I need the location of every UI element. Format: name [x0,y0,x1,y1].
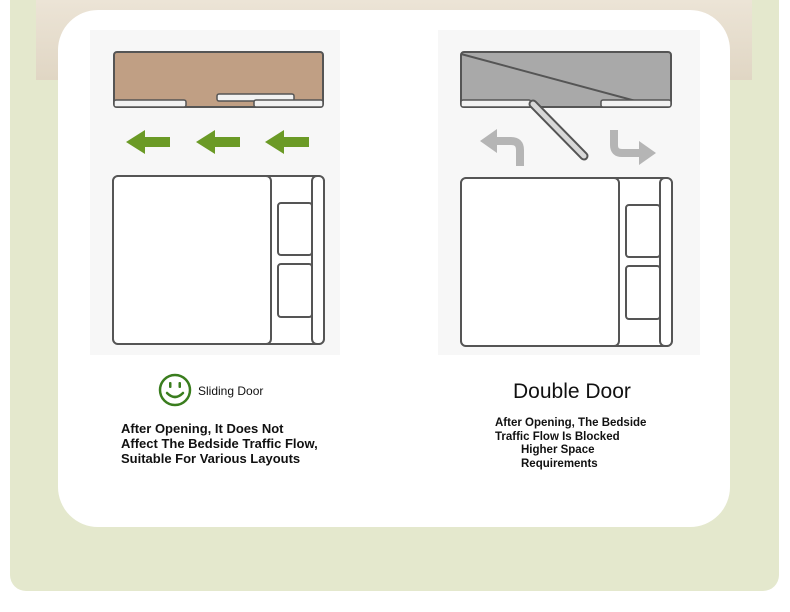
smiley-eyes [169,382,181,388]
double-door-label: Double Door [513,380,631,403]
description-line: Higher Space [521,444,595,456]
description-line: After Opening, It Does Not [121,421,284,436]
description-line: Requirements [521,457,598,470]
description-line: Suitable For Various Layouts [121,451,301,466]
description-line: Affect The Bedside Traffic Flow, [121,436,318,451]
description-line: After Opening, The Bedside [495,417,647,429]
smiley-icon [160,375,190,405]
sliding-bed [113,176,324,344]
sliding-door-description [121,421,351,466]
double-door-description [495,417,675,471]
sliding-door-cabinet [114,52,323,107]
double-bed [461,178,672,346]
description-line: Traffic Flow Is Blocked [495,430,620,443]
sliding-door-label: Sliding Door [198,384,264,398]
